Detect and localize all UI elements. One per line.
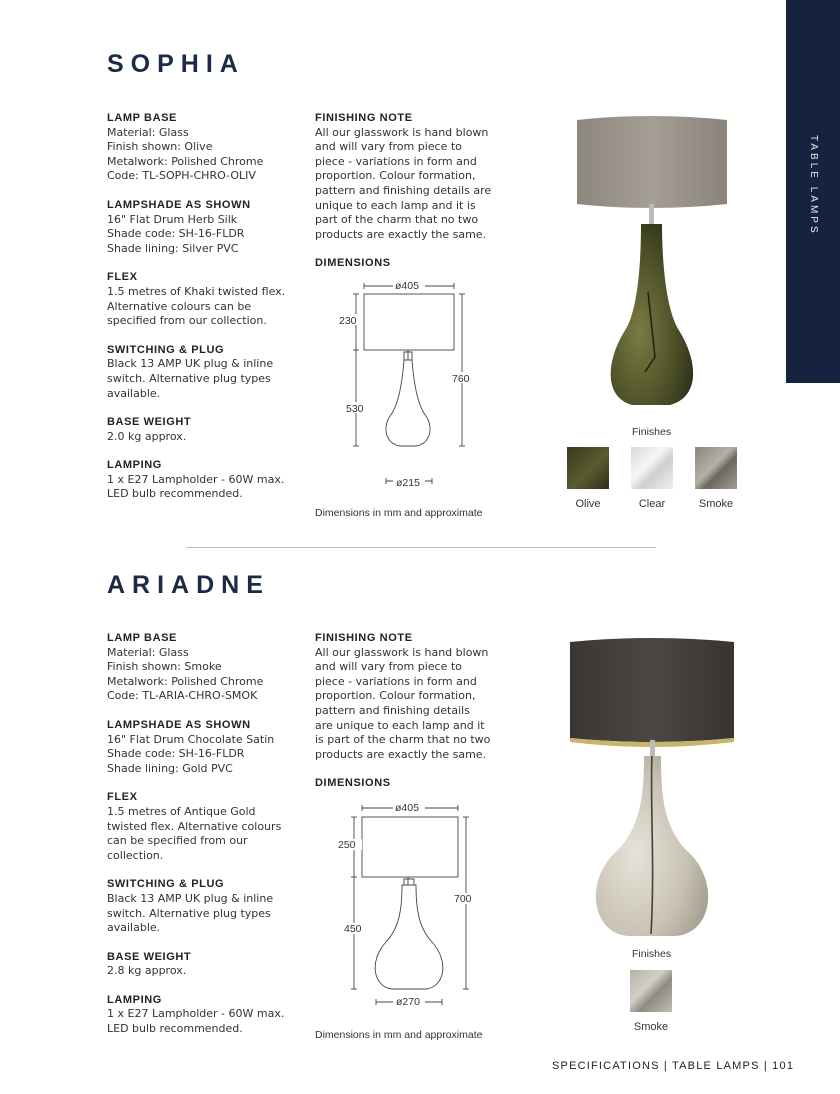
finishing-note-line: pattern and finishing details <box>315 703 470 717</box>
drawing-fitting <box>404 350 412 360</box>
spec-line: 2.0 kg approx. <box>107 429 187 443</box>
finishing-note-line: proportion. Colour formation, <box>315 689 476 703</box>
dim-base-height: 450 <box>344 923 362 935</box>
finishing-note-line: are unique to each lamp and it <box>315 718 485 732</box>
lamp-stem <box>649 204 654 224</box>
spec-flex <box>107 790 307 863</box>
spec-heading: LAMPSHADE AS SHOWN <box>107 718 251 731</box>
spec-lamping <box>107 993 307 1037</box>
finishing-note-line: unique to each lamp and it is <box>315 198 476 212</box>
finishing-note-line: part of the charm that no two <box>315 213 479 227</box>
spec-line: Shade lining: Silver PVC <box>107 241 239 255</box>
spec-heading: LAMPING <box>107 993 162 1006</box>
spec-line: Shade lining: Gold PVC <box>107 761 233 775</box>
spec-line: Black 13 AMP UK plug & inline <box>107 891 274 905</box>
spec-line: Finish shown: Olive <box>107 140 213 154</box>
spec-line: Shade code: SH-16-FLDR <box>107 227 245 241</box>
finish-swatch-olive <box>567 447 609 489</box>
spec-heading: SWITCHING & PLUG <box>107 878 225 891</box>
page-footer: SPECIFICATIONS | TABLE LAMPS | 101 <box>552 1060 795 1072</box>
spec-line: Alternative colours can be <box>107 299 252 313</box>
finishing-note-line: piece - variations in form and <box>315 154 477 168</box>
spec-line: twisted flex. Alternative colours <box>107 819 282 833</box>
dim-total-height: 760 <box>452 373 470 385</box>
spec-line: LED bulb recommended. <box>107 1022 243 1036</box>
finishing-note-heading: FINISHING NOTE <box>315 112 413 124</box>
drawing-base-outline <box>375 885 443 989</box>
lamp-shade <box>577 116 727 208</box>
lamp-image-sophia <box>570 112 735 417</box>
lamp-image-ariadne <box>565 634 740 939</box>
dim-base-width: ø270 <box>396 996 420 1008</box>
spec-line: LED bulb recommended. <box>107 487 243 501</box>
finishing-note-line: is part of the charm that no two <box>315 733 491 747</box>
spec-lamp-base <box>107 111 307 184</box>
finish-swatch-clear <box>631 447 673 489</box>
finishing-note-line: All our glasswork is hand blown <box>315 645 489 659</box>
spec-lamping <box>107 458 307 502</box>
spec-column-sophia <box>107 111 307 516</box>
dimensions-heading: DIMENSIONS <box>315 777 391 790</box>
finish-label-smoke: Smoke <box>633 1021 669 1033</box>
finishing-note-line: products are exactly the same. <box>315 747 487 761</box>
spec-column-ariadne <box>107 631 307 1051</box>
spec-base-weight <box>107 415 307 444</box>
side-tab <box>786 0 840 383</box>
drawing-base-outline <box>386 360 430 446</box>
finish-label-olive: Olive <box>575 498 601 510</box>
spec-line: Finish shown: Smoke <box>107 660 222 674</box>
finishing-note-ariadne <box>315 631 515 791</box>
finishing-note-line: piece - variations in form and <box>315 674 477 688</box>
spec-lamp-base <box>107 631 307 704</box>
drawing-shade-outline <box>362 817 458 877</box>
finishing-note-line: proportion. Colour formation, <box>315 169 476 183</box>
dimension-drawing-sophia <box>330 276 480 494</box>
spec-line: 16" Flat Drum Chocolate Satin <box>107 732 275 746</box>
spec-line: Black 13 AMP UK plug & inline <box>107 357 274 371</box>
spec-line: 16" Flat Drum Herb Silk <box>107 212 238 226</box>
spec-line: Metalwork: Polished Chrome <box>107 674 264 688</box>
dim-shade-height: 230 <box>339 315 357 327</box>
dim-base-width: ø215 <box>396 477 420 489</box>
spec-line: Shade code: SH-16-FLDR <box>107 747 245 761</box>
spec-heading: LAMP BASE <box>107 632 177 644</box>
spec-line: Code: TL-SOPH-CHRO-OLIV <box>107 169 256 183</box>
spec-line: Material: Glass <box>107 125 189 139</box>
finishing-note-heading: FINISHING NOTE <box>315 632 413 644</box>
finishing-note-sophia <box>315 111 515 271</box>
spec-heading: SWITCHING & PLUG <box>107 343 225 356</box>
drawing-fitting <box>404 877 414 885</box>
spec-line: 1.5 metres of Khaki twisted flex. <box>107 284 286 298</box>
spec-line: 1.5 metres of Antique Gold <box>107 804 256 818</box>
dim-shade-width: ø405 <box>395 802 419 814</box>
dim-base-height: 530 <box>346 403 364 415</box>
dimensions-caption: Dimensions in mm and approximate <box>315 507 483 519</box>
spec-heading: LAMP BASE <box>107 112 177 124</box>
finishing-note-line: products are exactly the same. <box>315 227 487 241</box>
spec-flex <box>107 270 307 328</box>
spec-line: 2.8 kg approx. <box>107 964 187 978</box>
spec-line: collection. <box>107 848 164 862</box>
finishing-note-line: All our glasswork is hand blown <box>315 125 489 139</box>
dimensions-caption: Dimensions in mm and approximate <box>315 1029 483 1041</box>
spec-line: Code: TL-ARIA-CHRO-SMOK <box>107 689 258 703</box>
finish-swatch-smoke <box>630 970 672 1012</box>
side-tab-label: TABLE LAMPS <box>808 135 819 236</box>
spec-lampshade <box>107 718 307 776</box>
spec-line: switch. Alternative plug types <box>107 371 271 385</box>
spec-heading: FLEX <box>107 271 138 284</box>
spec-line: can be specified from our <box>107 834 248 848</box>
spec-heading: LAMPING <box>107 459 162 472</box>
finishes-label: Finishes <box>632 948 672 960</box>
spec-base-weight <box>107 950 307 979</box>
spec-heading: BASE WEIGHT <box>107 950 192 963</box>
spec-lampshade <box>107 198 307 256</box>
spec-line: available. <box>107 921 161 935</box>
finish-swatch-smoke <box>695 447 737 489</box>
spec-switching <box>107 877 307 935</box>
product-title-sophia: SOPHIA <box>107 50 245 78</box>
dim-total-height: 700 <box>454 893 472 905</box>
finish-label-clear: Clear <box>638 498 666 510</box>
spec-line: switch. Alternative plug types <box>107 906 271 920</box>
finishing-note-line: and will vary from piece to <box>315 140 462 154</box>
dimensions-heading: DIMENSIONS <box>315 257 391 270</box>
spec-heading: BASE WEIGHT <box>107 416 192 429</box>
spec-switching <box>107 343 307 401</box>
dim-shade-height: 250 <box>338 839 356 851</box>
finishing-note-line: pattern and finishing details are <box>315 183 492 197</box>
lamp-base-glass <box>611 224 693 405</box>
product-title-ariadne: ARIADNE <box>107 571 270 599</box>
spec-heading: LAMPSHADE AS SHOWN <box>107 198 251 211</box>
spec-line: Metalwork: Polished Chrome <box>107 154 264 168</box>
finish-label-smoke: Smoke <box>698 498 734 510</box>
spec-line: 1 x E27 Lampholder - 60W max. <box>107 472 285 486</box>
spec-line: specified from our collection. <box>107 314 267 328</box>
spec-line: 1 x E27 Lampholder - 60W max. <box>107 1007 285 1021</box>
finishes-label: Finishes <box>632 426 672 438</box>
dim-shade-width: ø405 <box>395 280 419 292</box>
dimension-drawing-ariadne <box>330 797 480 1017</box>
spec-heading: FLEX <box>107 791 138 804</box>
spec-line: Material: Glass <box>107 645 189 659</box>
drawing-shade-outline <box>364 294 454 350</box>
spec-line: available. <box>107 386 161 400</box>
finishing-note-line: and will vary from piece to <box>315 660 462 674</box>
lamp-stem <box>650 740 655 756</box>
lamp-shade <box>570 638 734 742</box>
section-divider <box>186 547 656 548</box>
